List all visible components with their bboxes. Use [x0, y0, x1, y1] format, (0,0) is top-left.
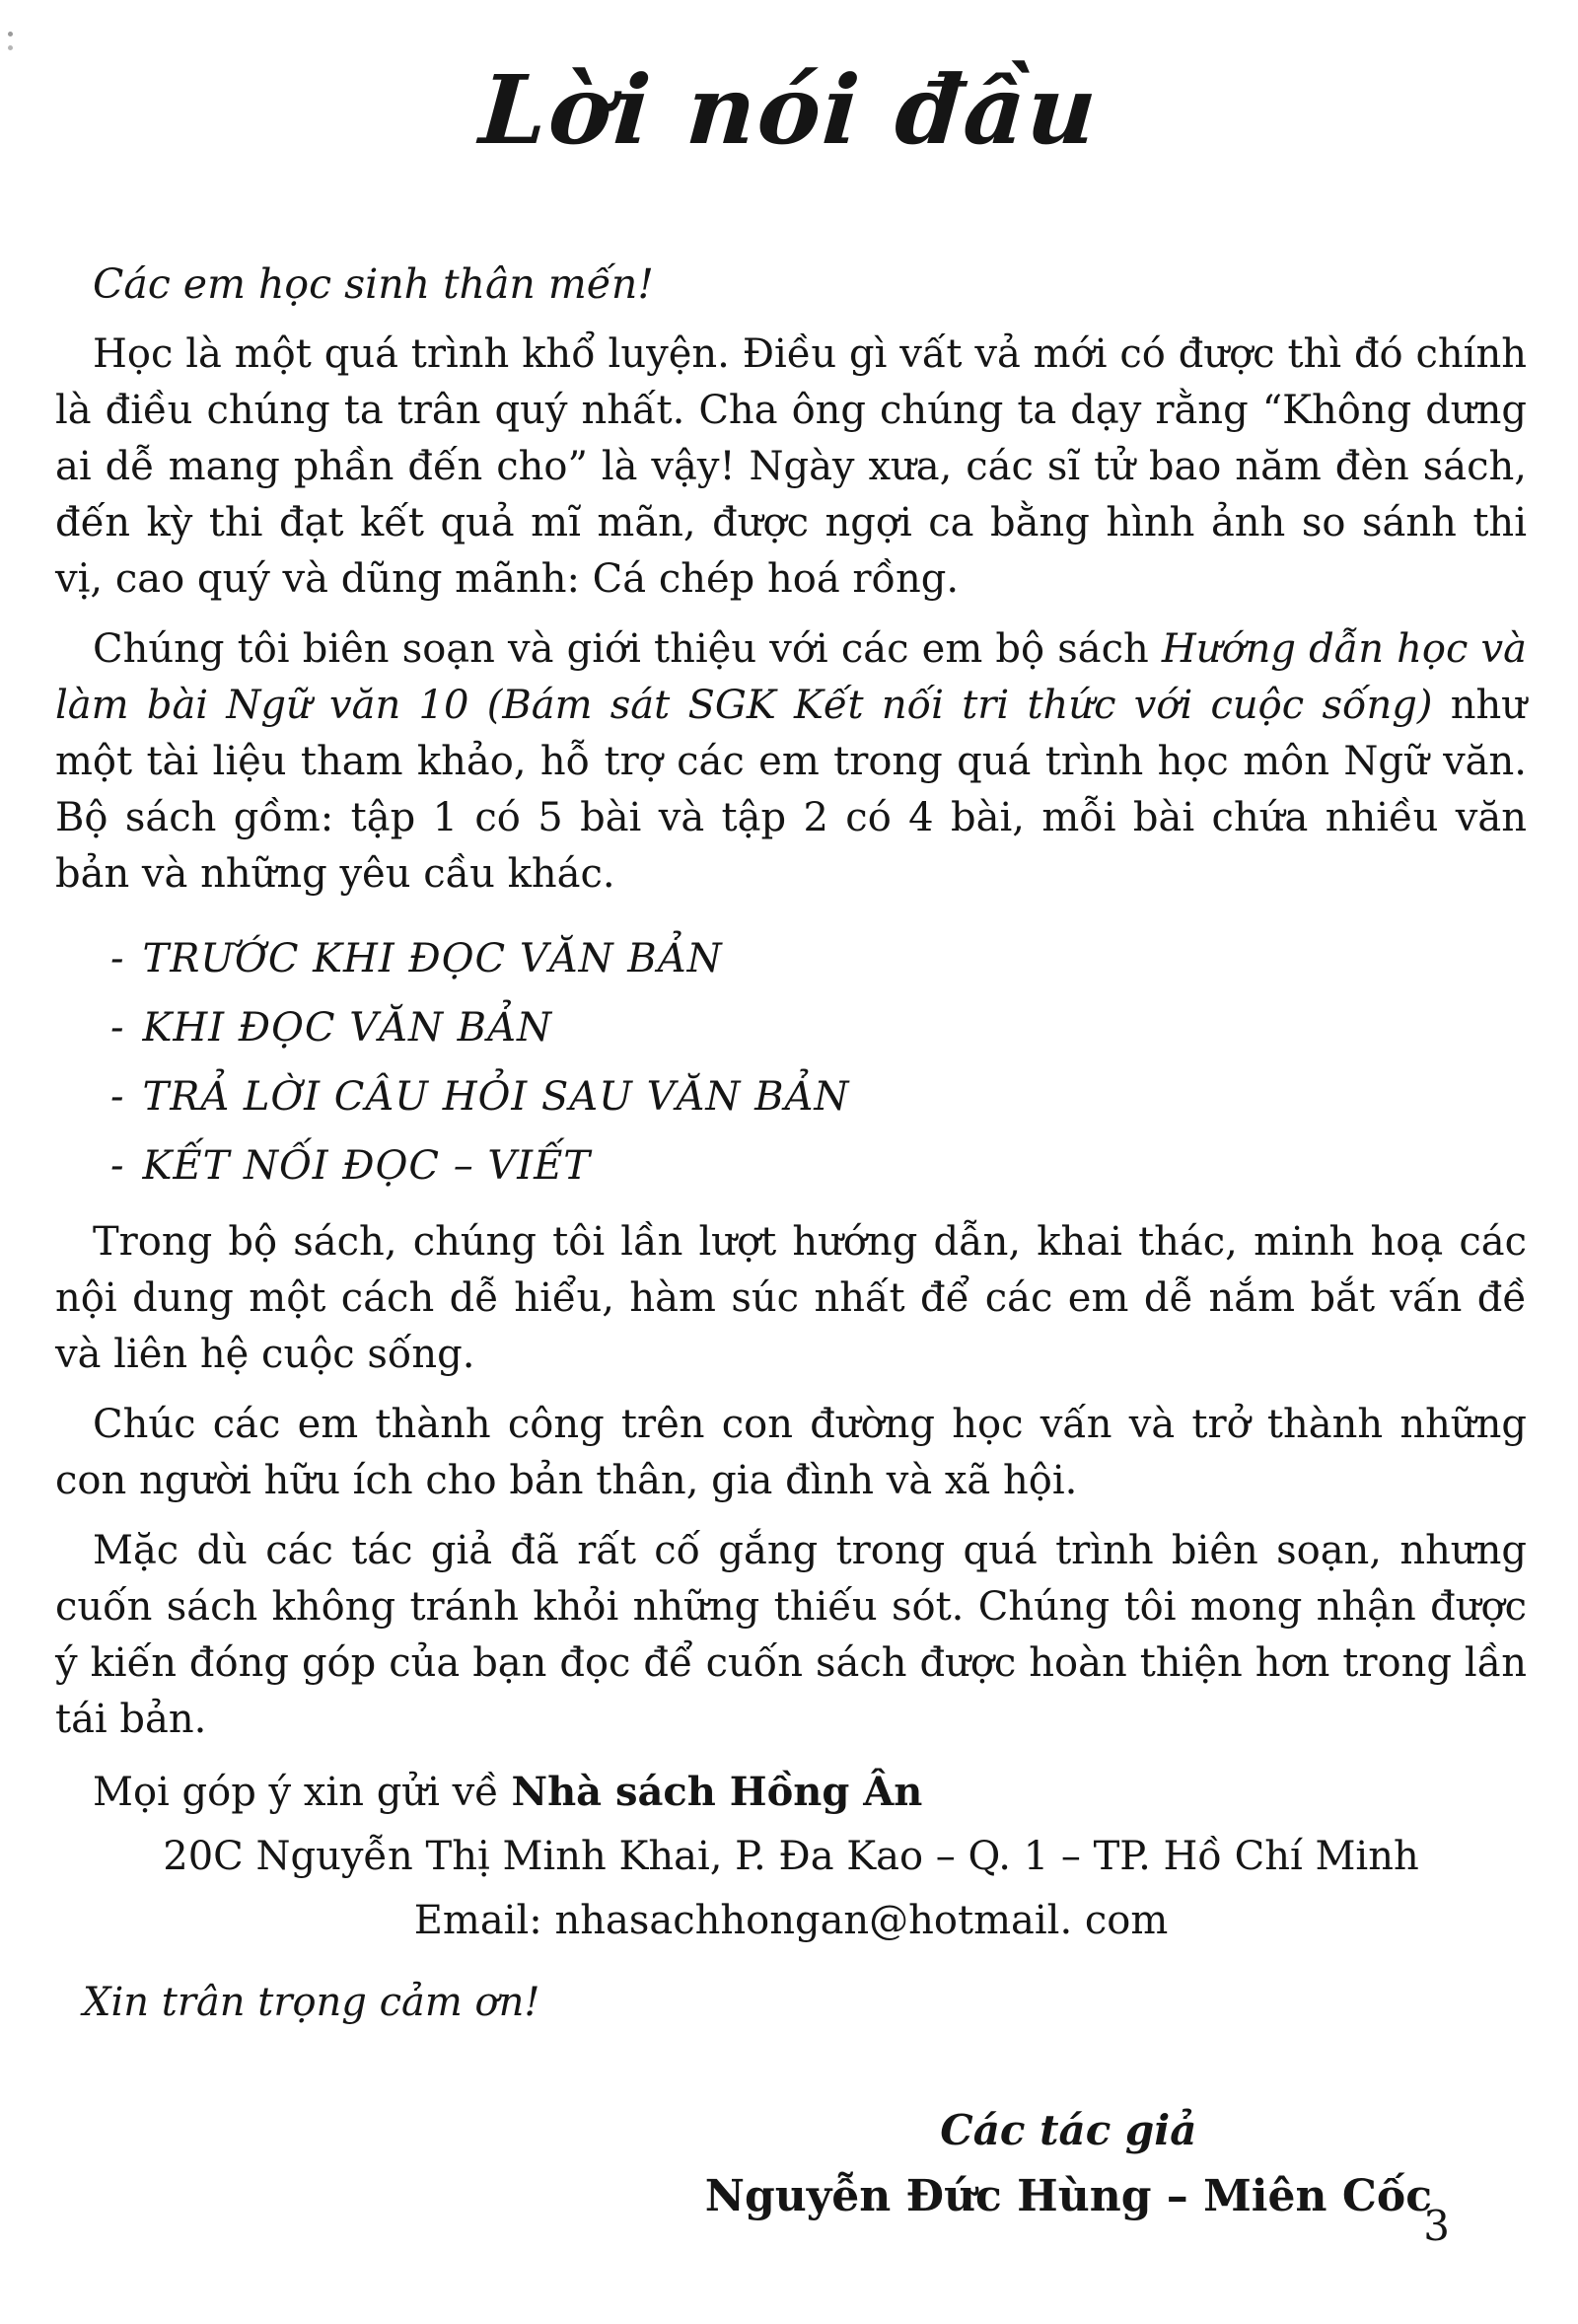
- list-item-marker: -: [110, 936, 125, 981]
- authors-names: Nguyễn Đức Hùng – Miên Cốc: [704, 2171, 1432, 2221]
- list-item: [110, 924, 1527, 993]
- list-item-marker: -: [110, 1143, 125, 1189]
- contact-line: Mọi góp ý xin gửi về Nhà sách Hồng Ân: [93, 1769, 923, 1815]
- list-item-marker: -: [110, 1005, 125, 1051]
- closing-thanks: Xin trân trọng cảm ơn!: [83, 1980, 540, 2025]
- list-item-label: KHI ĐỌC VĂN BẢN: [142, 1005, 552, 1051]
- authors-label: Các tác giả: [940, 2106, 1197, 2154]
- paragraph-wish: Chúc các em thành công trên con đường học vấn và trở thành những con người hữu ích cho bản thân, gia đình và xã hội.: [55, 1402, 1527, 1503]
- list-item: [110, 1131, 1527, 1200]
- page-title: Lời nói đầu: [476, 54, 1103, 166]
- paragraph-apology: Mặc dù các tác giả đã rất cố gắng trong quá trình biên soạn, nhưng cuốn sách không tránh khỏi những thiếu sót. Chúng tôi mong nhận được ý kiến đóng góp của bạn đọc để cuốn sách được hoàn thiện hơn trong lần tái bản.: [55, 1528, 1527, 1742]
- page-number: 3: [1423, 2202, 1450, 2250]
- list-item-label: TRẢ LỜI CÂU HỎI SAU VĂN BẢN: [142, 1074, 850, 1120]
- list-item-marker: -: [110, 1074, 125, 1120]
- list-item-label: TRƯỚC KHI ĐỌC VĂN BẢN: [142, 936, 723, 981]
- scan-artifact-dots: [8, 32, 13, 36]
- page-content: [55, 0, 1527, 2224]
- list-item: [110, 1062, 1527, 1131]
- address-line: 20C Nguyễn Thị Minh Khai, P. Đa Kao – Q. 1 – TP. Hồ Chí Minh: [163, 1834, 1419, 1879]
- paragraph-intro: Học là một quá trình khổ luyện. Điều gì vất vả mới có được thì đó chính là điều chúng ta trân quý nhất. Cha ông chúng ta dạy rằng “Không dưng ai dễ mang phần đến cho” là vậy! Ngày xưa, các sĩ tử bao năm đèn sách, đến kỳ thi đạt kết quả mĩ mãn, được ngợi ca bằng hình ảnh so sánh thi vị, cao quý và dũng mãnh: Cá chép hoá rồng.: [55, 331, 1527, 602]
- email-line: Email: nhasachhongan@hotmail. com: [413, 1898, 1169, 1943]
- signature-block: [705, 2104, 1432, 2224]
- salutation-line: Các em học sinh thân mến!: [93, 260, 654, 308]
- list-item-label: KẾT NỐI ĐỌC – VIẾT: [142, 1143, 591, 1189]
- paragraph-book-series: Chúng tôi biên soạn và giới thiệu với các em bộ sách Hướng dẫn học và làm bài Ngữ văn 10 (Bám sát SGK Kết nối tri thức với cuộc sống) như một tài liệu tham khảo, hỗ trợ các em trong quá trình học môn Ngữ văn. Bộ sách gồm: tập 1 có 5 bài và tập 2 có 4 bài, mỗi bài chứa nhiều văn bản và những yêu cầu khác.: [55, 626, 1528, 897]
- paragraph-guide: Trong bộ sách, chúng tôi lần lượt hướng dẫn, khai thác, minh hoạ các nội dung một cách dễ hiểu, hàm súc nhất để các em dễ nắm bắt vấn đề và liên hệ cuộc sống.: [55, 1219, 1527, 1377]
- section-list: [55, 924, 1527, 1200]
- list-item: [110, 993, 1527, 1062]
